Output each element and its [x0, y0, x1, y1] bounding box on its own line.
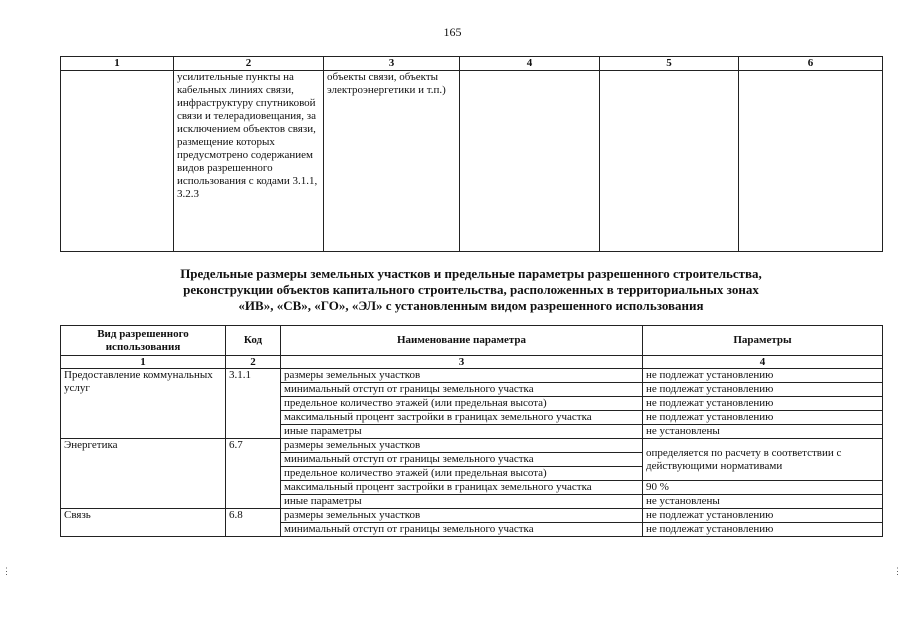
table-cell	[460, 71, 600, 252]
code-cell: 6.8	[226, 509, 281, 537]
use-cell: Предоставление коммунальных услуг	[61, 369, 226, 439]
param-name: иные параметры	[281, 495, 643, 509]
table-row	[61, 509, 883, 523]
number-row	[61, 356, 883, 369]
param-name: максимальный процент застройки в границах земельного участка	[281, 411, 643, 425]
col-header: 5	[600, 57, 739, 71]
header-row	[61, 57, 883, 71]
col-header-value: Параметры	[643, 326, 883, 356]
table-row	[61, 369, 883, 383]
header-row	[61, 326, 883, 356]
table-cell	[600, 71, 739, 252]
section-heading	[60, 266, 882, 314]
param-name: размеры земельных участков	[281, 369, 643, 383]
col-header: 4	[460, 57, 600, 71]
param-name: минимальный отступ от границы земельного участка	[281, 383, 643, 397]
param-value: не установлены	[643, 425, 883, 439]
heading-line: реконструкции объектов капитального строительства, расположенных в территориальных зонах	[183, 282, 759, 297]
col-number: 2	[226, 356, 281, 369]
param-value: не подлежат установлению	[643, 397, 883, 411]
col-header: 3	[324, 57, 460, 71]
param-name: предельное количество этажей (или предельная высота)	[281, 397, 643, 411]
code-cell: 3.1.1	[226, 369, 281, 439]
col-header: 2	[174, 57, 324, 71]
col-header-use: Вид разрешенного использования	[61, 326, 226, 356]
use-cell: Энергетика	[61, 439, 226, 509]
merged-param-value: определяется по расчету в соответствии с действующими нормативами	[643, 439, 883, 481]
param-value: не подлежат установлению	[643, 369, 883, 383]
col-number: 4	[643, 356, 883, 369]
right-edge-mark: ⋮	[893, 566, 902, 576]
table-cell: усилительные пункты на кабельных линиях связи, инфраструктуру спутниковой связи и телерадиовещания, за исключением объектов связи, размещение которых предусмотрено содержанием видов разрешенного использования с кодами 3.1.1, 3.2.3	[174, 71, 324, 252]
param-value: 90 %	[643, 481, 883, 495]
param-name: минимальный отступ от границы земельного участка	[281, 453, 643, 467]
param-name: минимальный отступ от границы земельного участка	[281, 523, 643, 537]
param-name: размеры земельных участков	[281, 509, 643, 523]
table-cell	[739, 71, 883, 252]
param-name: размеры земельных участков	[281, 439, 643, 453]
param-value: не подлежат установлению	[643, 509, 883, 523]
col-header-param: Наименование параметра	[281, 326, 643, 356]
continuation-table	[60, 56, 883, 252]
col-number: 3	[281, 356, 643, 369]
param-value: не подлежат установлению	[643, 523, 883, 537]
param-name: иные параметры	[281, 425, 643, 439]
heading-line: «ИВ», «СВ», «ГО», «ЭЛ» с установленным видом разрешенного использования	[238, 298, 704, 313]
use-cell: Связь	[61, 509, 226, 537]
col-number: 1	[61, 356, 226, 369]
param-value: не подлежат установлению	[643, 383, 883, 397]
param-value: не установлены	[643, 495, 883, 509]
table-cell	[61, 71, 174, 252]
left-edge-mark: ⋮	[2, 566, 11, 576]
code-cell: 6.7	[226, 439, 281, 509]
param-value: не подлежат установлению	[643, 411, 883, 425]
col-header: 1	[61, 57, 174, 71]
table-cell: объекты связи, объекты электроэнергетики и т.п.)	[324, 71, 460, 252]
param-name: максимальный процент застройки в границах земельного участка	[281, 481, 643, 495]
heading-line: Предельные размеры земельных участков и предельные параметры разрешенного строительства,	[180, 266, 762, 281]
col-header-code: Код	[226, 326, 281, 356]
col-header: 6	[739, 57, 883, 71]
param-name: предельное количество этажей (или предельная высота)	[281, 467, 643, 481]
parameters-table	[60, 325, 883, 537]
table-row	[61, 71, 883, 252]
page-number: 165	[443, 25, 462, 39]
table-row	[61, 439, 883, 453]
